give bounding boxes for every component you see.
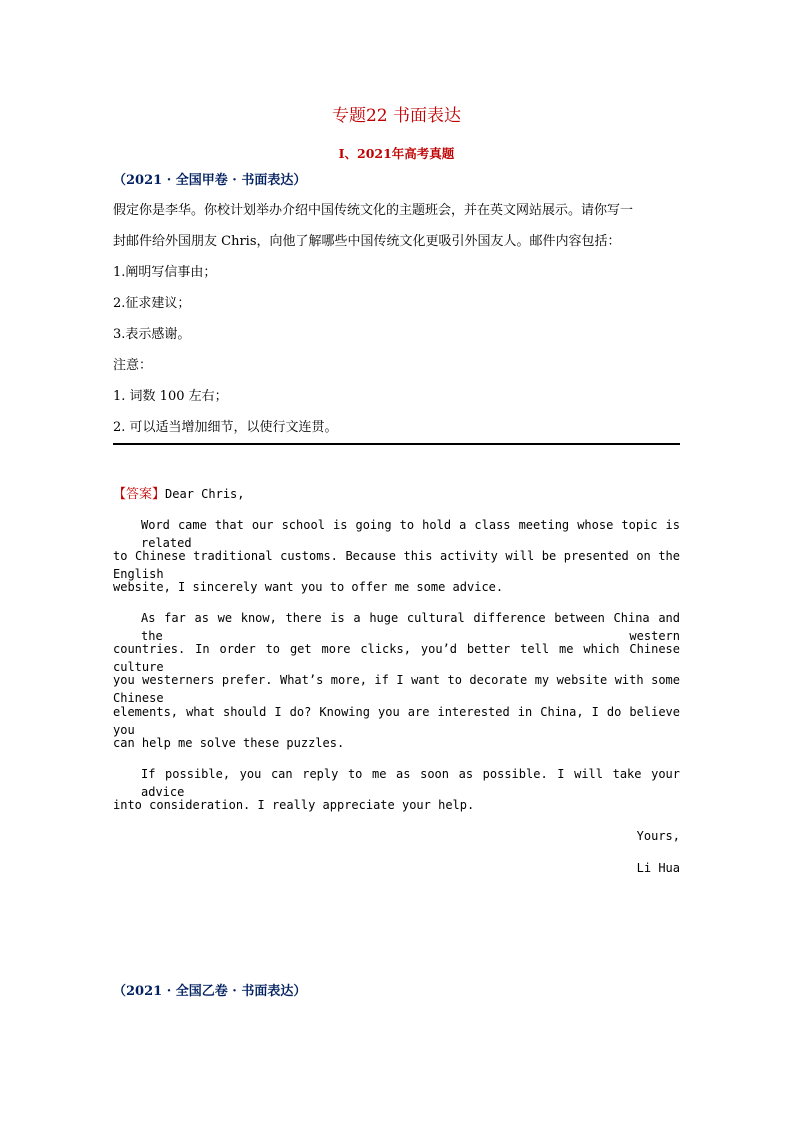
- question-source-2: （2021 · 全国乙卷 · 书面表达）: [113, 984, 307, 999]
- question-line: 2. 可以适当增加细节，以使行文连贯。: [113, 420, 338, 435]
- answer-line: countries. In order to get more clicks, you’d better tell me which Chinese culture: [113, 642, 680, 674]
- answer-closing: Yours,: [636, 829, 680, 843]
- answer-line: can help me solve these puzzles.: [113, 736, 345, 750]
- answer-line: Word came that our school is going to hold a class meeting whose topic is related: [141, 518, 680, 550]
- answer-label: 【答案】: [113, 487, 166, 502]
- question-line: 2.征求建议；: [113, 296, 191, 311]
- question-line: 1. 词数 100 左右；: [113, 389, 228, 404]
- question-line: 假定你是李华。你校计划举办介绍中国传统文化的主题班会，并在英文网站展示。请你写一: [113, 203, 634, 218]
- section-subtitle: I、2021年高考真题: [338, 146, 455, 161]
- question-line: 注意：: [113, 358, 153, 373]
- answer-line: you westerners prefer. What’s more, if I want to decorate my website with some Chinese: [113, 673, 680, 705]
- answer-line: to Chinese traditional customs. Because this activity will be presented on the English: [113, 549, 680, 581]
- question-line: 封邮件给外国朋友 Chris，向他了解哪些中国传统文化更吸引外国友人。邮件内容包括：: [113, 234, 621, 249]
- question-source-1: （2021 · 全国甲卷 · 书面表达）: [113, 173, 307, 188]
- page-title: 专题22 书面表达: [331, 106, 462, 126]
- question-line: 3.表示感谢。: [113, 327, 191, 342]
- answer-line: elements, what should I do? Knowing you are interested in China, I do believe you: [113, 705, 680, 737]
- answer-greeting-line: [113, 485, 245, 504]
- answer-signature: Li Hua: [636, 861, 680, 875]
- answer-line: If possible, you can reply to me as soon as possible. I will take your advice: [141, 767, 680, 799]
- answer-line: As far as we know, there is a huge cultural difference between China and the western: [141, 611, 680, 643]
- question-line: 1.阐明写信事由；: [113, 265, 217, 280]
- divider-rule: [113, 443, 680, 445]
- answer-line: into consideration. I really appreciate your help.: [113, 798, 475, 812]
- answer-greeting: Dear Chris,: [165, 487, 245, 501]
- answer-line: website, I sincerely want you to offer me some advice.: [113, 580, 504, 594]
